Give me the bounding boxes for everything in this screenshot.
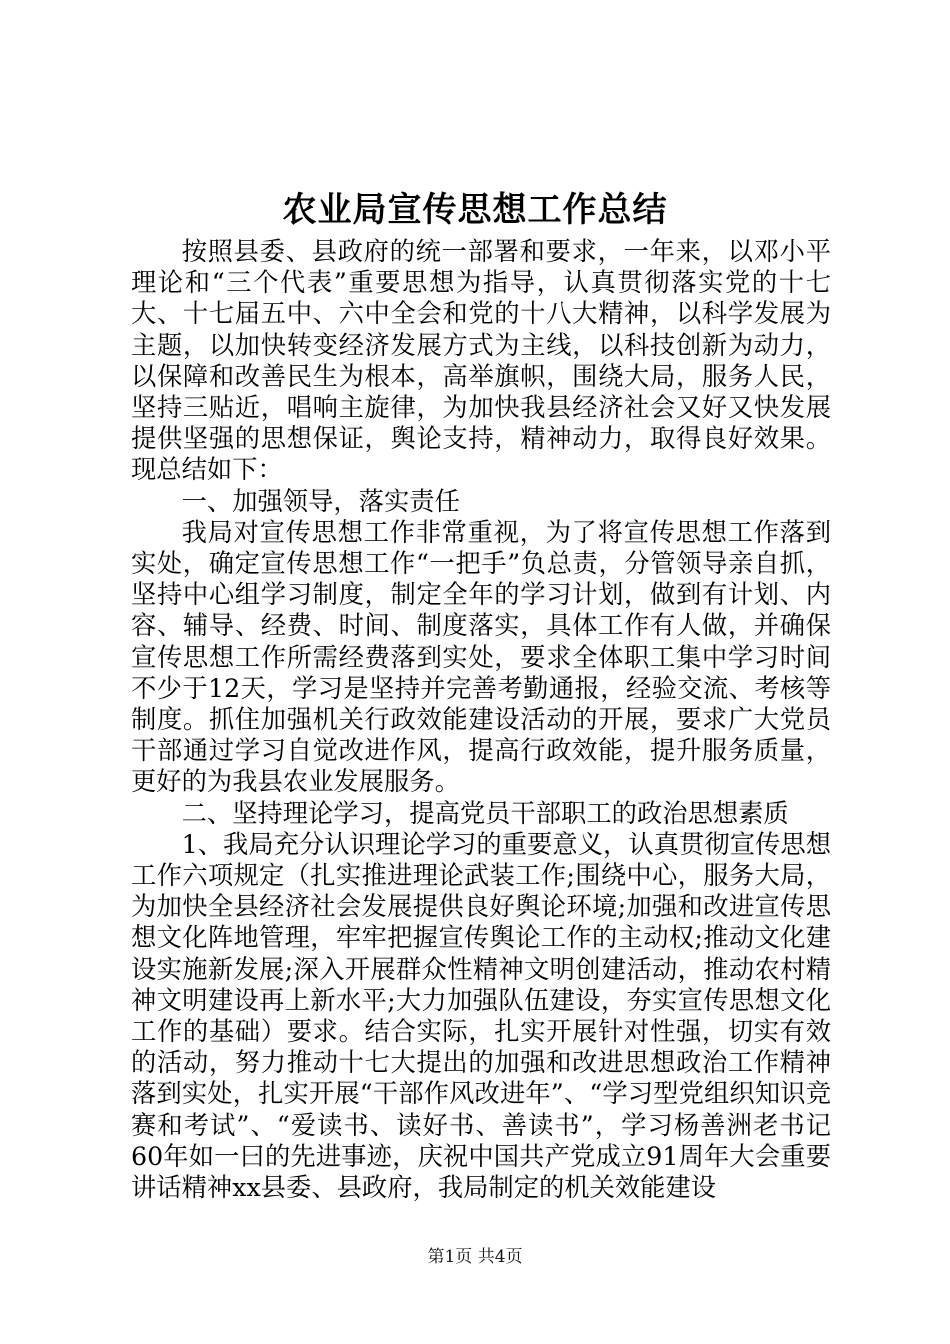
section-heading-2: 二、坚持理论学习，提高党员干部职工的政治思想素质 xyxy=(181,798,789,828)
page-title: 农业局宣传思想工作总结 xyxy=(282,190,668,230)
paragraph-section-1: 我局对宣传思想工作非常重视，为了将宣传思想工作落到实处，确定宣传思想工作“一把手”负总责，分管领导亲自抓，坚持中心组学习制度，制定全年的学习计划，做到有计划、内容、辅导、经费、时间、制度落实，具体工作有人做，并确保宣传思想工作所需经费落到实处，要求全体职工集中学习时间不少于12天，学习是坚持并完善考勤通报，经验交流、考核等制度。抓住加强机关行政效能建设活动的开展，要求广大党员干部通过学习自觉改进作风，提高行政效能，提升服务质量，更好的为我县农业发展服务。 xyxy=(131,517,831,797)
paragraph-intro: 按照县委、县政府的统一部署和要求，一年来，以邓小平理论和“三个代表”重要思想为指导，认真贯彻落实党的十七大、十七届五中、六中全会和党的十八大精神，以科学发展为主题，以加快转变经济发展方式为主线，以科技创新为动力，以保障和改善民生为根本，高举旗帜，围绕大局，服务人民，坚持三贴近，唱响主旋律，为加快我县经济社会又好又快发展提供坚强的思想保证，舆论支持，精神动力，取得良好效果。现总结如下： xyxy=(131,237,831,485)
section-heading-1: 一、加强领导，落实责任 xyxy=(181,486,460,516)
page-footer: 第1页 共4页 xyxy=(427,1247,523,1267)
document-body xyxy=(131,236,831,1203)
paragraph-section-2-item-1: 1、我局充分认识理论学习的重要意义，认真贯彻宣传思想工作六项规定（扎实推进理论武装工作;围绕中心，服务大局，为加快全县经济社会发展提供良好舆论环境;加强和改进宣传思想文化阵地管理，牢牢把握宣传舆论工作的主动权;推动文化建设实施新发展;深入开展群众性精神文明创建活动，推动农村精神文明建设再上新水平;大力加强队伍建设，夯实宣传思想文化工作的基础）要求。结合实际，扎实开展针对性强，切实有效的活动，努力推动十七大提出的加强和改进思想政治工作精神落到实处，扎实开展“干部作风改进年”、“学习型党组织知识竞赛和考试”、“爱读书、读好书、善读书”，学习杨善洲老书记60年如一曰的先进事迹，庆祝中国共产党成立91周年大会重要讲话精神xx县委、县政府，我局制定的机关效能建设 xyxy=(131,829,831,1203)
